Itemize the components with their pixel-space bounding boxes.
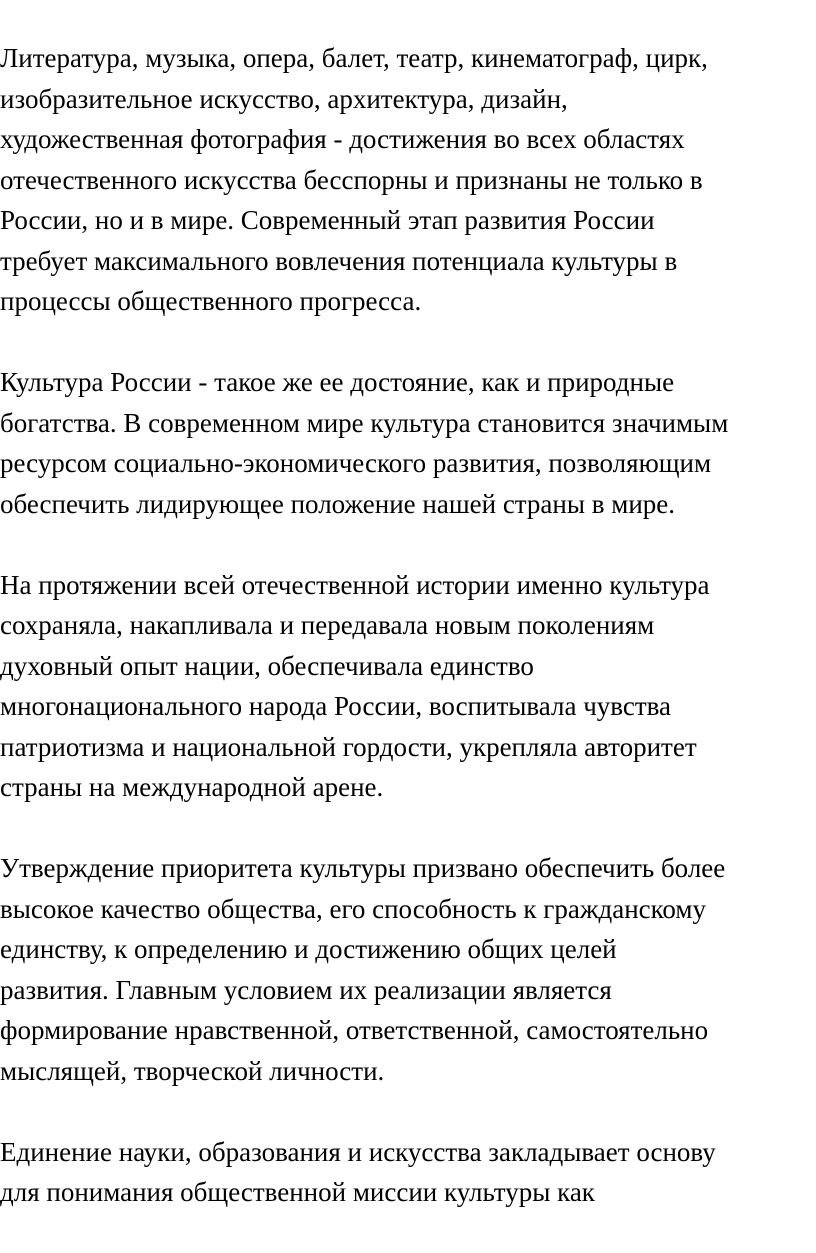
paragraph-2 (0, 362, 816, 524)
paragraph-4 (0, 848, 816, 1091)
text-line: развития. Главным условием их реализации является (0, 974, 612, 1005)
text-line: мыслящей, творческой личности. (0, 1055, 385, 1086)
text-line: ресурсом социально-экономического развития, позволяющим (0, 448, 712, 478)
paragraph-3 (0, 565, 816, 808)
text-line: На протяжении всей отечественной истории именно культура (0, 569, 710, 600)
text-line: страны на международной арене. (0, 772, 384, 802)
text-line: многонационального народа России, воспитывала чувства (0, 691, 672, 721)
text-line: изобразительное искусство, архитектура, дизайн, (0, 83, 568, 114)
text-line: формирование нравственной, ответственной, самостоятельно (0, 1015, 709, 1045)
text-line: художественная фотография - достижения во всех областях (0, 124, 685, 154)
text-line: Утверждение приоритета культуры призвано обеспечить более (0, 853, 726, 883)
paragraph-5 (0, 1132, 816, 1213)
text-line: сохраняла, накапливала и передавала новым поколениям (0, 610, 655, 640)
text-line: требует максимального вовлечения потенциала культуры в (0, 245, 678, 276)
text-line: богатства. В современном мире культура становится значимым (0, 407, 729, 438)
text-line: России, но и в мире. Современный этап развития России (0, 205, 655, 235)
document-body (0, 38, 816, 1253)
text-line: для понимания общественной миссии культуры как (0, 1177, 595, 1207)
text-line: отечественного искусства бесспорны и признаны не только в (0, 164, 703, 195)
text-line: Литература, музыка, опера, балет, театр, кинематограф, цирк, (0, 43, 708, 73)
text-line: патриотизма и национальной гордости, укрепляла авторитет (0, 731, 697, 762)
text-line: Единение науки, образования и искусства закладывает основу (0, 1136, 716, 1167)
text-line: единству, к определению и достижению общих целей (0, 934, 617, 964)
text-line: духовный опыт нации, обеспечивала единство (0, 650, 534, 681)
text-line: процессы общественного прогресса. (0, 286, 422, 316)
paragraph-1 (0, 38, 816, 322)
text-line: Культура России - такое же ее достояние, как и природные (0, 367, 675, 397)
text-line: высокое качество общества, его способность к гражданскому (0, 893, 706, 924)
text-line: обеспечить лидирующее положение нашей страны в мире. (0, 488, 676, 519)
